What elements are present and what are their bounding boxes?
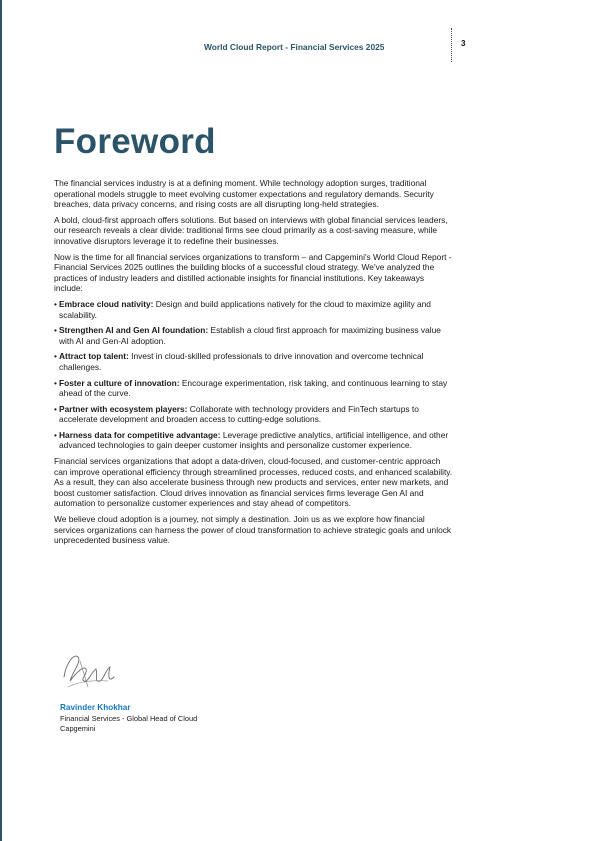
takeaway-item bbox=[54, 430, 454, 451]
takeaway-item bbox=[54, 351, 454, 372]
takeaway-text: Leverage predictive analytics, artificial intelligence, and other advanced technologies to gain deeper customer insights and personalize customer experience. bbox=[59, 429, 449, 451]
takeaway-item bbox=[54, 404, 454, 425]
outro-paragraph: Financial services organizations that adopt a data-driven, cloud-focused, and customer-centric approach can improve operational efficiency through streamlined processes, reduced costs, and enhanced scalability. As a result, they can also accelerate business through new products and services, enter new markets, and boost customer satisfaction. Cloud drives innovation as financial services firms leverage Gen AI and automation to personalize customer experiences and stay ahead of competitors. bbox=[54, 456, 453, 509]
takeaway-text: Establish a cloud first approach for maximizing business value with AI and Gen-AI adoption. bbox=[59, 325, 441, 346]
takeaway-label: Strengthen AI and Gen AI foundation: bbox=[59, 325, 209, 336]
takeaway-label: Partner with ecosystem players: bbox=[59, 403, 188, 414]
signatory-company: Capgemini bbox=[60, 724, 96, 733]
takeaway-label: Foster a culture of innovation: bbox=[59, 377, 180, 388]
header-divider bbox=[451, 28, 452, 62]
takeaway-text: Collaborate with technology providers and FinTech startups to accelerate development and broaden access to cutting-edge solutions. bbox=[59, 403, 419, 425]
foreword-body bbox=[54, 178, 454, 551]
takeaway-label: Embrace cloud nativity: bbox=[59, 298, 154, 309]
takeaway-text: Encourage experimentation, risk taking, and continuous learning to stay ahead of the curve. bbox=[59, 377, 448, 399]
takeaway-item bbox=[54, 299, 454, 320]
left-edge-rule bbox=[0, 0, 2, 841]
takeaway-item bbox=[54, 378, 454, 399]
handwritten-signature bbox=[58, 647, 120, 697]
takeaway-text: Invest in cloud-skilled professionals to drive innovation and overcome technical challenges. bbox=[59, 351, 424, 372]
intro-paragraph: A bold, cloud-first approach offers solutions. But based on interviews with global financial services leaders, our research reveals a clear divide: traditional firms see cloud primarily as a cost-saving measure, while innovative disruptors leverage it to redefine their businesses. bbox=[54, 214, 448, 246]
takeaway-item bbox=[54, 325, 454, 346]
key-takeaways-list bbox=[54, 299, 454, 451]
signatory-role: Financial Services - Global Head of Cloud bbox=[60, 714, 198, 723]
intro-paragraph: The financial services industry is at a defining moment. While technology adoption surges, traditional operational models struggle to meet evolving customer expectations and regulatory demands. Security breaches, data privacy concerns, and rising costs are all disrupting long-held strategies. bbox=[54, 178, 434, 210]
page-number: 3 bbox=[461, 39, 466, 48]
running-header: World Cloud Report - Financial Services 2025 bbox=[204, 42, 385, 52]
takeaway-text: Design and build applications natively for the cloud to maximize agility and scalability. bbox=[59, 298, 431, 320]
page-title: Foreword bbox=[54, 122, 216, 161]
takeaway-label: Attract top talent: bbox=[59, 351, 129, 362]
signatory-name: Ravinder Khokhar bbox=[60, 703, 131, 712]
intro-paragraph: Now is the time for all financial services organizations to transform – and Capgemini's World Cloud Report - Financial Services 2025 outlines the building blocks of a successful cloud strategy. We've analyzed the practices of industry leaders and distilled actionable insights for financial institutions. Key takeaways include: bbox=[54, 251, 452, 294]
takeaway-label: Harness data for competitive advantage: bbox=[59, 429, 221, 440]
outro-paragraph: We believe cloud adoption is a journey, not simply a destination. Join us as we explore how financial services organizations can harness the power of cloud transformation to achieve strategic goals and unlock unprecedented business value. bbox=[54, 514, 452, 546]
